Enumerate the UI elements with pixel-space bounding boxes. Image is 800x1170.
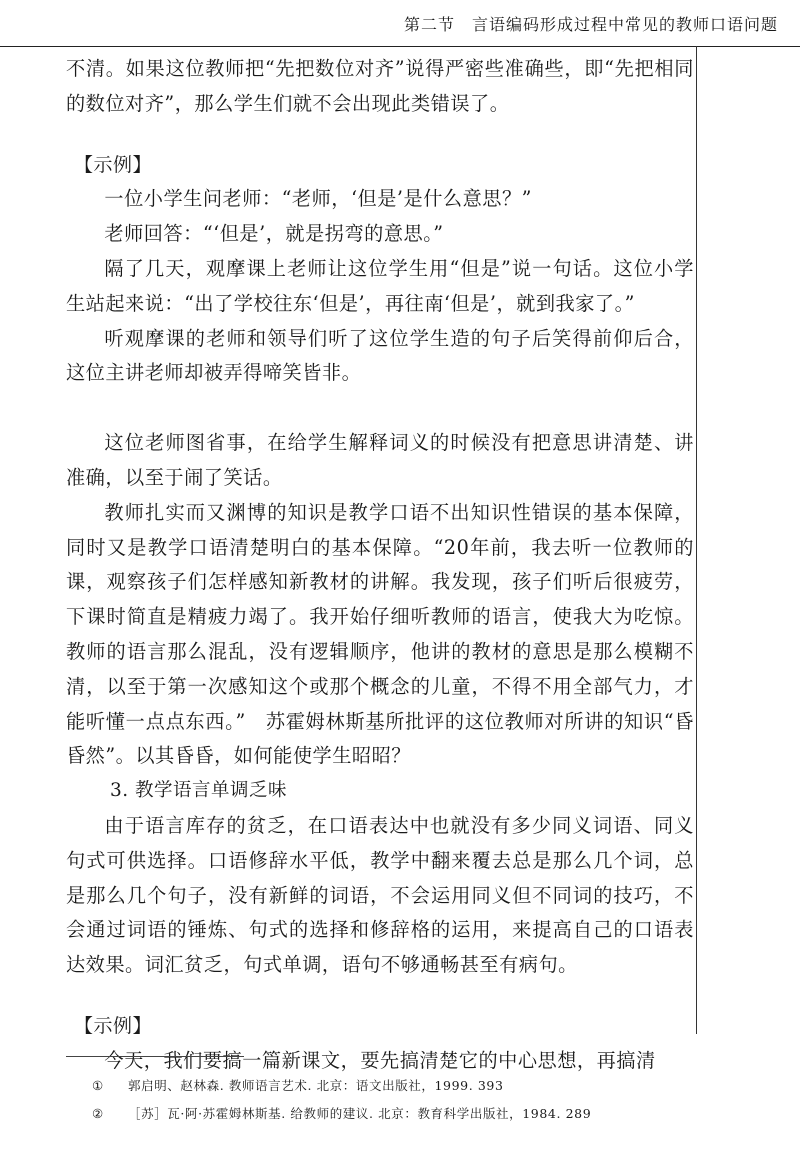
paragraph: 这位老师图省事，在给学生解释词义的时候没有把意思讲清楚、讲准确，以至于闹了笑话。 (66, 431, 694, 489)
example-paragraph: 老师回答：“‘但是’，就是拐弯的意思。” (104, 222, 444, 246)
running-header-title: 第二节 言语编码形成过程中常见的教师口语问题 (403, 15, 778, 34)
example-label: 【示例】 (74, 1014, 153, 1037)
example-paragraph: 一位小学生问老师：“老师，‘但是’是什么意思？” (104, 187, 532, 211)
footnote-text: ［苏］瓦·阿·苏霍姆林斯基. 给教师的建议. 北京：教育科学出版社，1984. 289 (128, 1106, 592, 1121)
footnotes (92, 1072, 732, 1128)
footnote-mark: ② (92, 1106, 104, 1121)
footnote (92, 1072, 732, 1100)
footnote-mark: ① (92, 1078, 104, 1093)
example-paragraph: 听观摩课的老师和领导们听了这位学生造的句子后笑得前仰后合，这位主讲老师却被弄得啼笑皆非。 (66, 326, 694, 385)
paragraph: 由于语言库存的贫乏，在口语表达中也就没有多少同义词语、同义句式可供选择。口语修辞水平低，教学中翻来覆去总是那么几个词，总是那么几个句子，没有新鲜的词语，不会运用同义但不同词的技巧，不会通过词语的锤炼、句式的选择和修辞格的运用，来提高自己的口语表达效果。词汇贫乏，句式单调，语句不够通畅甚至有病句。 (66, 813, 694, 977)
main-text (66, 52, 694, 1079)
paragraph: 教师扎实而又渊博的知识是教学口语不出知识性错误的基本保障，同时又是教学口语清楚明白的基本保障。“20年前，我去听一位教师的课，观察孩子们怎样感知新教材的讲解。我发现，孩子们听后很疲劳，下课时简直是精疲力竭了。我开始仔细听教师的语言，使我大为吃惊。教师的语言那么混乱，没有逻辑顺序，他讲的教材的意思是那么模糊不清，以至于第一次感知这个或那个概念的儿童，不得不用全部气力，才能听懂一点点东西。” 苏霍姆林斯基所批评的这位教师对所讲的知识“昏昏然”。以其昏昏，如何能使学生昭昭？ (66, 500, 694, 768)
example-paragraph: 隔了几天，观摩课上老师让这位学生用“但是”说一句话。这位小学生站起来说：“出了学校往东‘但是’，再往南‘但是’，就到我家了。” (66, 256, 694, 315)
section-subheading: 3. 教学语言单调乏味 (110, 780, 288, 802)
footnote-divider (66, 1056, 244, 1057)
example-paragraph: 今天，我们要搞一篇新课文，要先搞清楚它的中心思想，再搞清 (104, 1048, 656, 1072)
footnote (92, 1100, 732, 1128)
paragraph-continued: 不清。如果这位教师把“先把数位对齐”说得严密些准确些，即“先把相同的数位对齐”，那么学生们就不会出现此类错误了。 (66, 57, 694, 115)
right-margin-rule (696, 46, 697, 1034)
running-header (0, 0, 800, 47)
footnote-text: 郭启明、赵林森. 教师语言艺术. 北京：语文出版社，1999. 393 (128, 1078, 504, 1093)
example-label: 【示例】 (74, 153, 153, 176)
